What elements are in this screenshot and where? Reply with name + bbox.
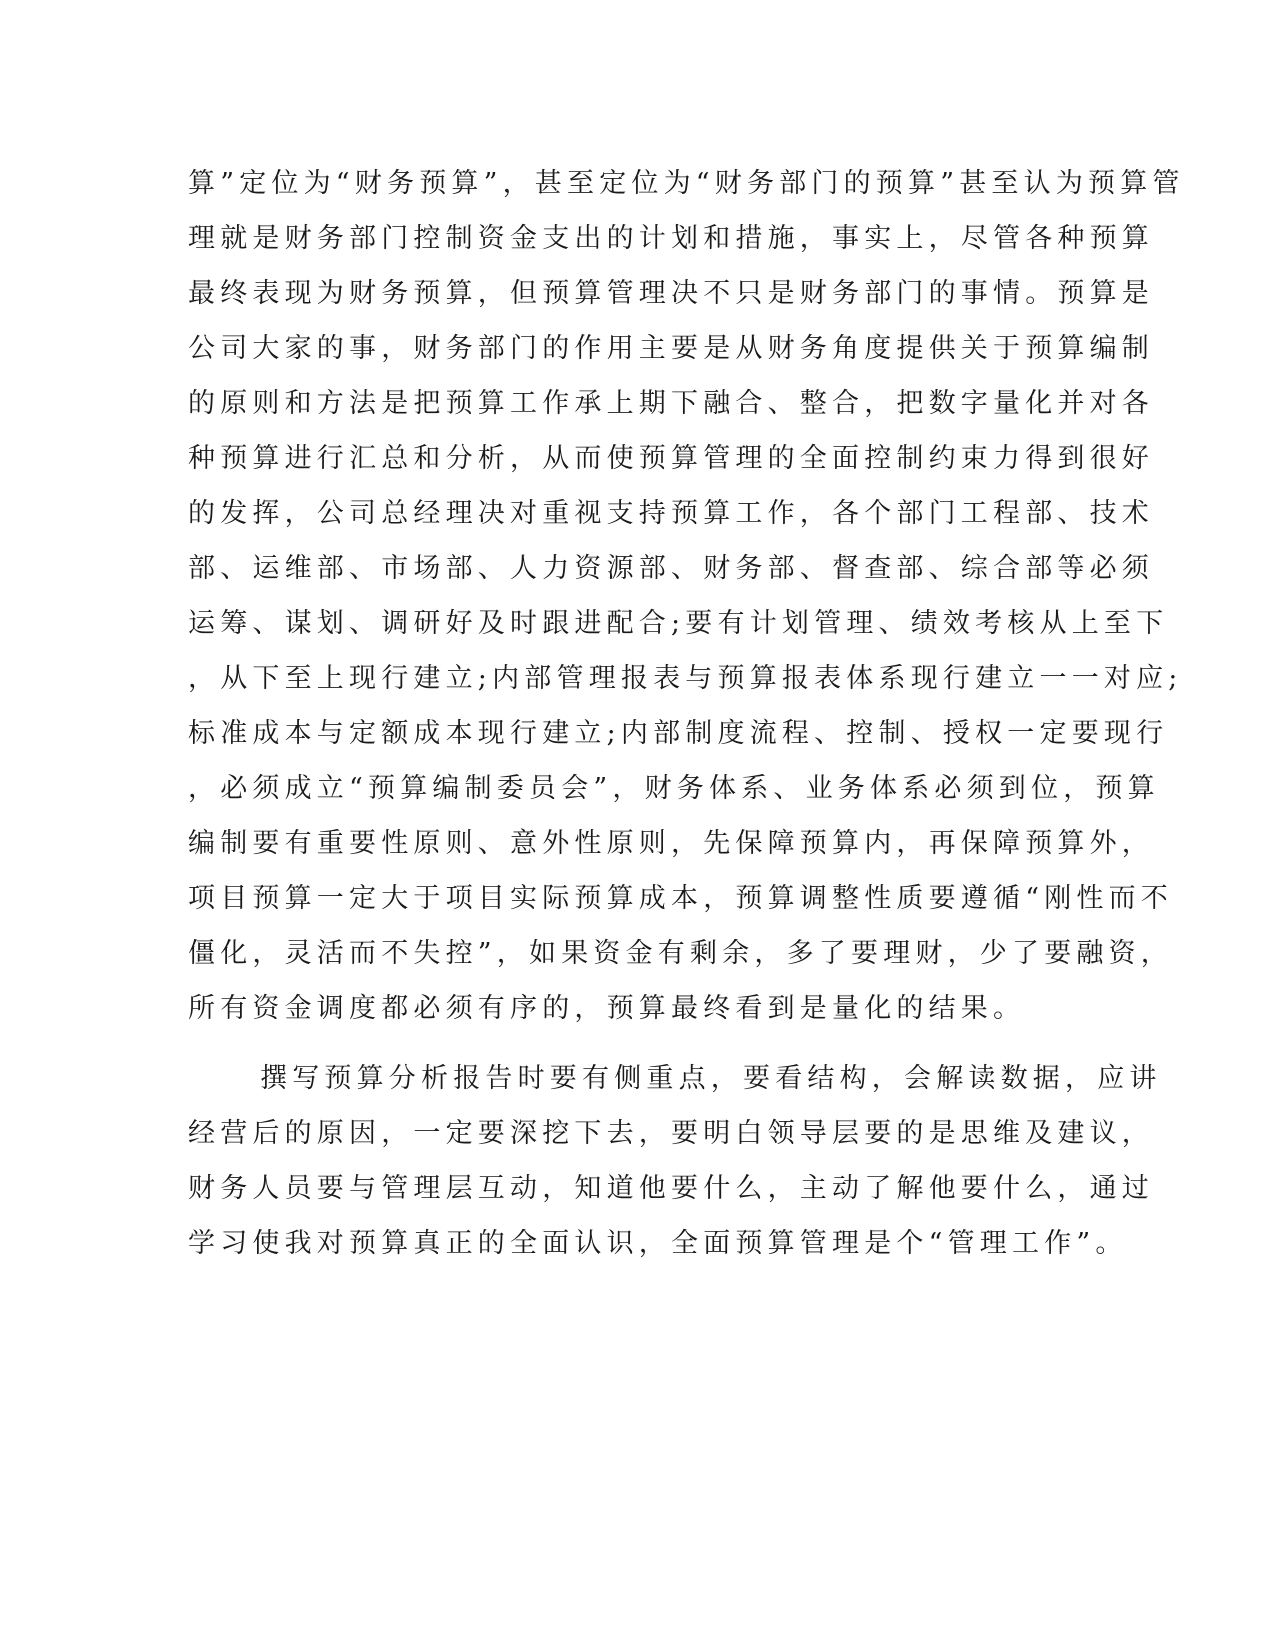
paragraph-1-line-12: ，必须成立“预算编制委员会”，财务体系、业务体系必须到位，预算 (188, 773, 1160, 804)
paragraph-2-line-2: 经营后的原因，一定要深挖下去，要明白领导层要的是思维及建议， (188, 1118, 1154, 1149)
paragraph-2-line-1: 撰写预算分析报告时要有侧重点，要看结构，会解读数据，应讲 (260, 1063, 1162, 1094)
paragraph-1-line-9: 运筹、谋划、调研好及时跟进配合;要有计划管理、绩效考核从上至下 (188, 608, 1169, 639)
paragraph-1-line-4: 公司大家的事，财务部门的作用主要是从财务角度提供关于预算编制 (188, 333, 1154, 364)
paragraph-1-line-15: 僵化，灵活而不失控”，如果资金有剩余，多了要理财，少了要融资， (188, 938, 1174, 969)
paragraph-1-line-8: 部、运维部、市场部、人力资源部、财务部、督查部、综合部等必须 (188, 553, 1154, 584)
paragraph-1-line-7: 的发挥，公司总经理决对重视支持预算工作，各个部门工程部、技术 (188, 498, 1154, 529)
paragraph-2-line-4: 学习使我对预算真正的全面认识，全面预算管理是个“管理工作”。 (188, 1228, 1128, 1259)
paragraph-2-line-3: 财务人员要与管理层互动，知道他要什么，主动了解他要什么，通过 (188, 1173, 1154, 1204)
paragraph-1-line-16: 所有资金调度都必须有序的，预算最终看到是量化的结果。 (188, 993, 1026, 1024)
paragraph-1-line-11: 标准成本与定额成本现行建立;内部制度流程、控制、授权一定要现行 (188, 718, 1169, 749)
paragraph-1-line-2: 理就是财务部门控制资金支出的计划和措施，事实上，尽管各种预算 (188, 223, 1154, 254)
paragraph-1-line-14: 项目预算一定大于项目实际预算成本，预算调整性质要遵循“刚性而不 (188, 883, 1174, 914)
paragraph-1-line-1: 算”定位为“财务预算”，甚至定位为“财务部门的预算”甚至认为预算管 (188, 168, 1185, 199)
paragraph-1-line-6: 种预算进行汇总和分析，从而使预算管理的全面控制约束力得到很好 (188, 443, 1154, 474)
paragraph-1-line-13: 编制要有重要性原则、意外性原则，先保障预算内，再保障预算外， (188, 828, 1154, 859)
paragraph-1-line-3: 最终表现为财务预算，但预算管理决不只是财务部门的事情。预算是 (188, 278, 1154, 309)
paragraph-1-line-5: 的原则和方法是把预算工作承上期下融合、整合，把数字量化并对各 (188, 388, 1154, 419)
paragraph-1-line-10: ，从下至上现行建立;内部管理报表与预算报表体系现行建立一一对应; (188, 663, 1183, 694)
